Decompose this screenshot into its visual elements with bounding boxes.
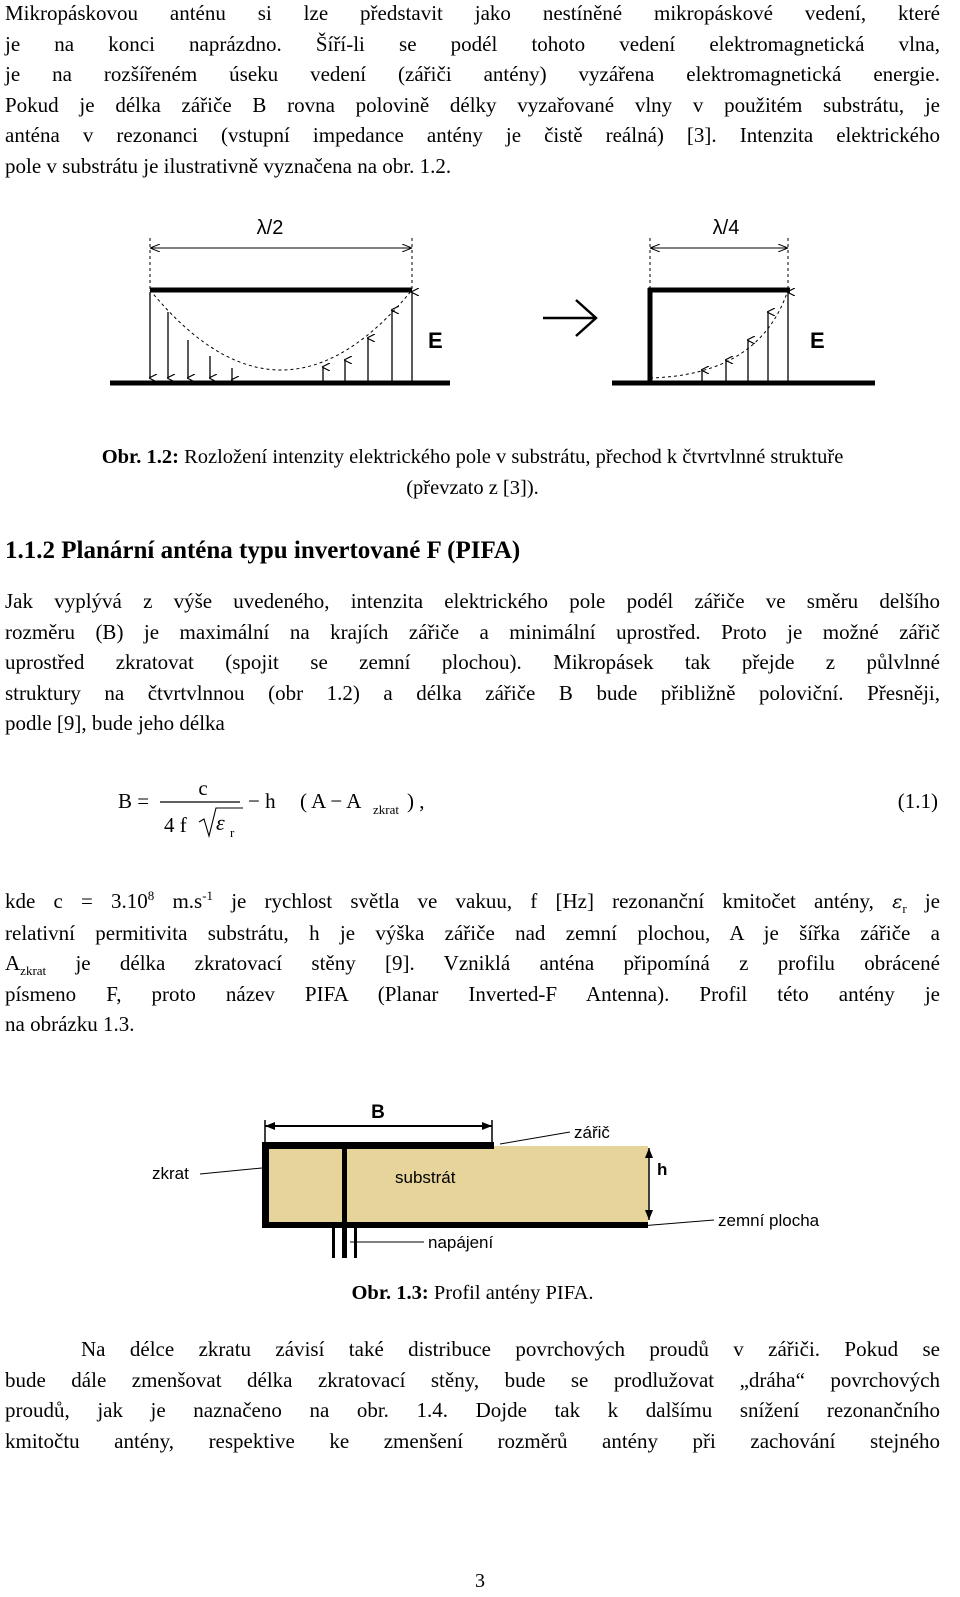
short-wall xyxy=(262,1142,269,1224)
body-paragraph xyxy=(5,1334,940,1456)
text-line: uprostřed zkratovat (spojit se zemní plochou). Mikropásek tak přejde z půlvlnné xyxy=(5,650,940,674)
text-line xyxy=(5,948,940,979)
text-line: proudů, jak je naznačeno na obr. 1.4. Dojde tak k dalšímu snížení rezonančního xyxy=(5,1398,940,1422)
text-line: kmitočtu antény, respektive ke zmenšení rozměrů antény při zachování stejného xyxy=(5,1428,940,1453)
figure-caption xyxy=(5,442,940,504)
subscript: zkrat xyxy=(20,963,47,979)
text-line xyxy=(5,886,940,918)
text-span: je xyxy=(906,889,940,913)
text-line: rozměru (B) je maximální na krajích zářiče a minimální uprostřed. Proto je možné zářič xyxy=(5,619,940,644)
superscript: 8 xyxy=(147,888,155,903)
formula-den-sub: r xyxy=(230,825,235,840)
text-line: podle [9], bude jeho délka xyxy=(5,711,225,735)
text-line: Pokud je délka zářiče B rovna polovině délky vyzařované vlny v použitém substrátu, je xyxy=(5,92,940,117)
superscript: -1 xyxy=(202,888,214,903)
definitions-paragraph xyxy=(5,886,940,1040)
label-zaric: zářič xyxy=(574,1123,610,1142)
intro-paragraph xyxy=(5,0,940,181)
page-number: 3 xyxy=(475,1570,485,1592)
figure-pifa-profile xyxy=(0,1090,960,1270)
caption-text: Rozložení intenzity elektrického pole v substrátu, přechod k čtvrtvlnné struktuře xyxy=(178,446,844,468)
text-line: Mikropáskovou anténu si lze představit jako nestíněné mikropáskové vedení, které xyxy=(5,1,940,25)
label-zkrat: zkrat xyxy=(152,1164,189,1183)
caption-text: Profil antény PIFA. xyxy=(428,1282,594,1304)
formula-lhs: B = xyxy=(118,789,150,813)
body-paragraph xyxy=(5,586,940,739)
text-line: pole v substrátu je ilustrativně vyznačena na obr. 1.2. xyxy=(5,153,452,178)
caption-text: (převzato z [3]). xyxy=(406,477,539,499)
text-line: Jak vyplývá z výše uvedeného, intenzita elektrického pole podél zářiče ve směru delšího xyxy=(5,589,940,613)
formula-minus-h: − h xyxy=(248,789,276,813)
label-b: B xyxy=(371,1102,385,1123)
lambda-half-label: λ/2 xyxy=(256,217,284,239)
formula-den-coef: 4 f xyxy=(164,813,187,837)
field-label-right: E xyxy=(810,328,825,353)
text-span: kde c = 3.10 xyxy=(5,889,148,913)
label-napajeni: napájení xyxy=(428,1233,494,1252)
equation-number: (1.1) xyxy=(897,789,938,813)
lambda-quarter-label: λ/4 xyxy=(712,217,740,239)
text-span: je délka zkratovací stěny [9]. Vzniklá anténa připomíná z profilu obrácené xyxy=(46,951,940,975)
text-line: na obrázku 1.3. xyxy=(5,1012,135,1036)
figure-caption xyxy=(5,1278,940,1309)
ground-plane xyxy=(262,1222,648,1228)
text-line: struktury na čtvrtvlnnou (obr 1.2) a délka zářiče B bude přibližně poloviční. Přesněji, xyxy=(5,680,940,705)
equation xyxy=(0,770,960,850)
text-span: A xyxy=(5,951,21,975)
caption-label: Obr. 1.2: xyxy=(101,446,179,468)
field-label-left: E xyxy=(428,328,443,353)
text-line: Na délce zkratu závisí také distribuce povrchových proudů v zářiči. Pokud se xyxy=(81,1337,940,1361)
text-line: anténa v rezonanci (vstupní impedance antény je čistě reálná) [3]. Intenzita elektrického xyxy=(5,123,940,147)
formula-numerator: c xyxy=(198,776,208,800)
epsilon-symbol: ε xyxy=(892,891,903,913)
text-span: je rychlost světla ve vakuu, f [Hz] rezonanční kmitočet antény, xyxy=(213,889,893,913)
feed-line xyxy=(342,1148,347,1258)
label-zemni-plocha: zemní plocha xyxy=(718,1211,820,1230)
label-h: h xyxy=(657,1160,668,1179)
text-line: písmeno F, proto název PIFA (Planar Inverted-F Antenna). Profil této antény je xyxy=(5,981,940,1006)
formula-close: ) , xyxy=(407,789,425,813)
formula-den-eps: ε xyxy=(216,810,225,835)
caption-label: Obr. 1.3: xyxy=(351,1282,429,1304)
radiator-plate xyxy=(262,1142,494,1149)
label-substrat: substrát xyxy=(395,1168,456,1187)
text-line: relativní permitivita substrátu, h je výška zářiče nad zemní plochou, A je šířka zářiče a xyxy=(5,920,940,945)
text-line: je na konci naprázdno. Šíří-li se podél tohoto vedení elektromagnetická vlna, xyxy=(5,31,940,56)
section-heading: 1.1.2 Planární anténa typu invertované F (PIFA) xyxy=(5,537,521,564)
formula-paren: ( A − A xyxy=(300,789,362,813)
subscript: r xyxy=(902,901,907,917)
formula-a-sub: zkrat xyxy=(373,802,399,817)
figure-field-distribution xyxy=(0,200,960,430)
text-line: bude dále zmenšovat délka zkratovací stěny, bude se prodlužovat „dráha“ povrchových xyxy=(5,1367,940,1392)
text-span: m.s xyxy=(154,889,203,913)
text-line: je na rozšířeném úseku vedení (zářiči antény) vyzářena elektromagnetická energie. xyxy=(5,62,940,86)
